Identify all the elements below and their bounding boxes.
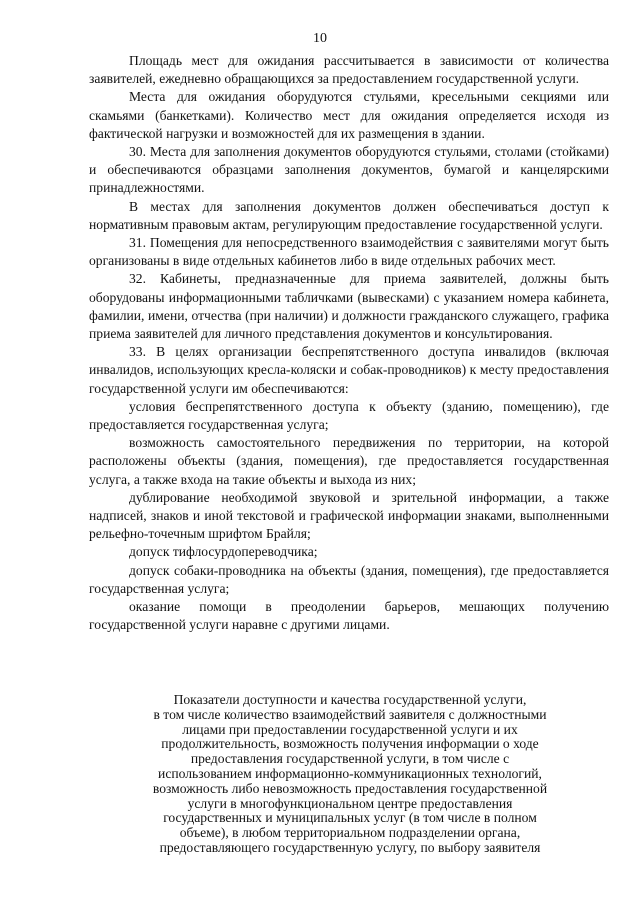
list-item-braille: дублирование необходимой звуковой и зрительной информации, а также надписей, знаков и иной текстовой и графической информации знаками, выполненными рельефно-точечным шрифтом Брайля; [89, 489, 609, 542]
paragraph-legal-access: В местах для заполнения документов должен обеспечиваться доступ к нормативным правовым актам, регулирующим предоставление государственной услуги. [89, 198, 609, 232]
section-heading-line: Показатели доступности и качества государственной услуги, [173, 692, 527, 707]
document-body [89, 52, 609, 635]
section-heading-line: услуги в многофункциональном центре предоставления [187, 795, 513, 811]
section-heading-line: продолжительность, возможность получения информации о ходе [161, 736, 539, 752]
section-heading-line: лицами при предоставлении государственной услуги и их [182, 721, 518, 737]
paragraph-33: 33. В целях организации беспрепятственного доступа инвалидов (включая инвалидов, использующих кресла-коляски и собак-проводников) к месту предоставления государственной услуги им обеспечиваются: [89, 344, 609, 396]
list-item-movement: возможность самостоятельного передвижения по территории, на которой расположены объекты (здания, помещения), где предоставляется государственная услуга, а также входа на такие объекты и выхода из них; [89, 435, 609, 487]
paragraph-waiting-seats: Места для ожидания оборудуются стульями, кресельными секциями или скамьями (банкетками). Количество мест для ожидания определяется исходя из фактической нагрузки и возможностей для их размещения в здании. [89, 89, 609, 141]
section-heading-line: объеме), в любом территориальном подразделении органа, [179, 825, 521, 841]
paragraph-32: 32. Кабинеты, предназначенные для приема заявителей, должны быть оборудованы информационными табличками (вывесками) с указанием номера кабинета, фамилии, имени, отчества (при наличии) и должности гражданского служащего, графика приема заявителей для личного представления документов и консультирования. [89, 271, 609, 342]
paragraph-30: 30. Места для заполнения документов оборудуются стульями, столами (стойками) и обеспечиваются образцами заполнения документов, бумагой и канцелярскими принадлежностями. [89, 144, 609, 196]
section-heading-line: предоставляющего государственную услугу, по выбору заявителя [159, 839, 541, 855]
section-heading-line: возможность либо невозможность предоставления государственной [152, 780, 548, 796]
list-item-access-conditions: условия беспрепятственного доступа к объекту (зданию, помещению), где предоставляется государственная услуга; [89, 398, 609, 433]
section-heading [120, 693, 580, 856]
section-heading-line: в том числе количество взаимодействий заявителя с должностными [153, 706, 547, 722]
list-item-interpreter: допуск тифлосурдопереводчика; [129, 544, 318, 560]
section-heading-line: использованием информационно-коммуникационных технологий, [158, 765, 542, 781]
paragraph-waiting-area: Площадь мест для ожидания рассчитывается в зависимости от количества заявителей, ежедневно обращающихся за предоставлением государственной услуги. [89, 53, 609, 87]
section-heading-line: государственных и муниципальных услуг (в том числе в полном [163, 810, 537, 826]
paragraph-31: 31. Помещения для непосредственного взаимодействия с заявителями могут быть организованы в виде отдельных кабинетов либо в виде отдельных рабочих мест. [89, 235, 609, 269]
page-number: 10 [313, 31, 327, 46]
list-item-assistance: оказание помощи в преодолении барьеров, мешающих получению государственной услуги наравне с другими лицами. [89, 599, 609, 633]
list-item-guide-dog: допуск собаки-проводника на объекты (здания, помещения), где предоставляется государственная услуга; [89, 562, 609, 596]
section-heading-line: предоставления государственной услуги, в том числе с [190, 751, 510, 767]
